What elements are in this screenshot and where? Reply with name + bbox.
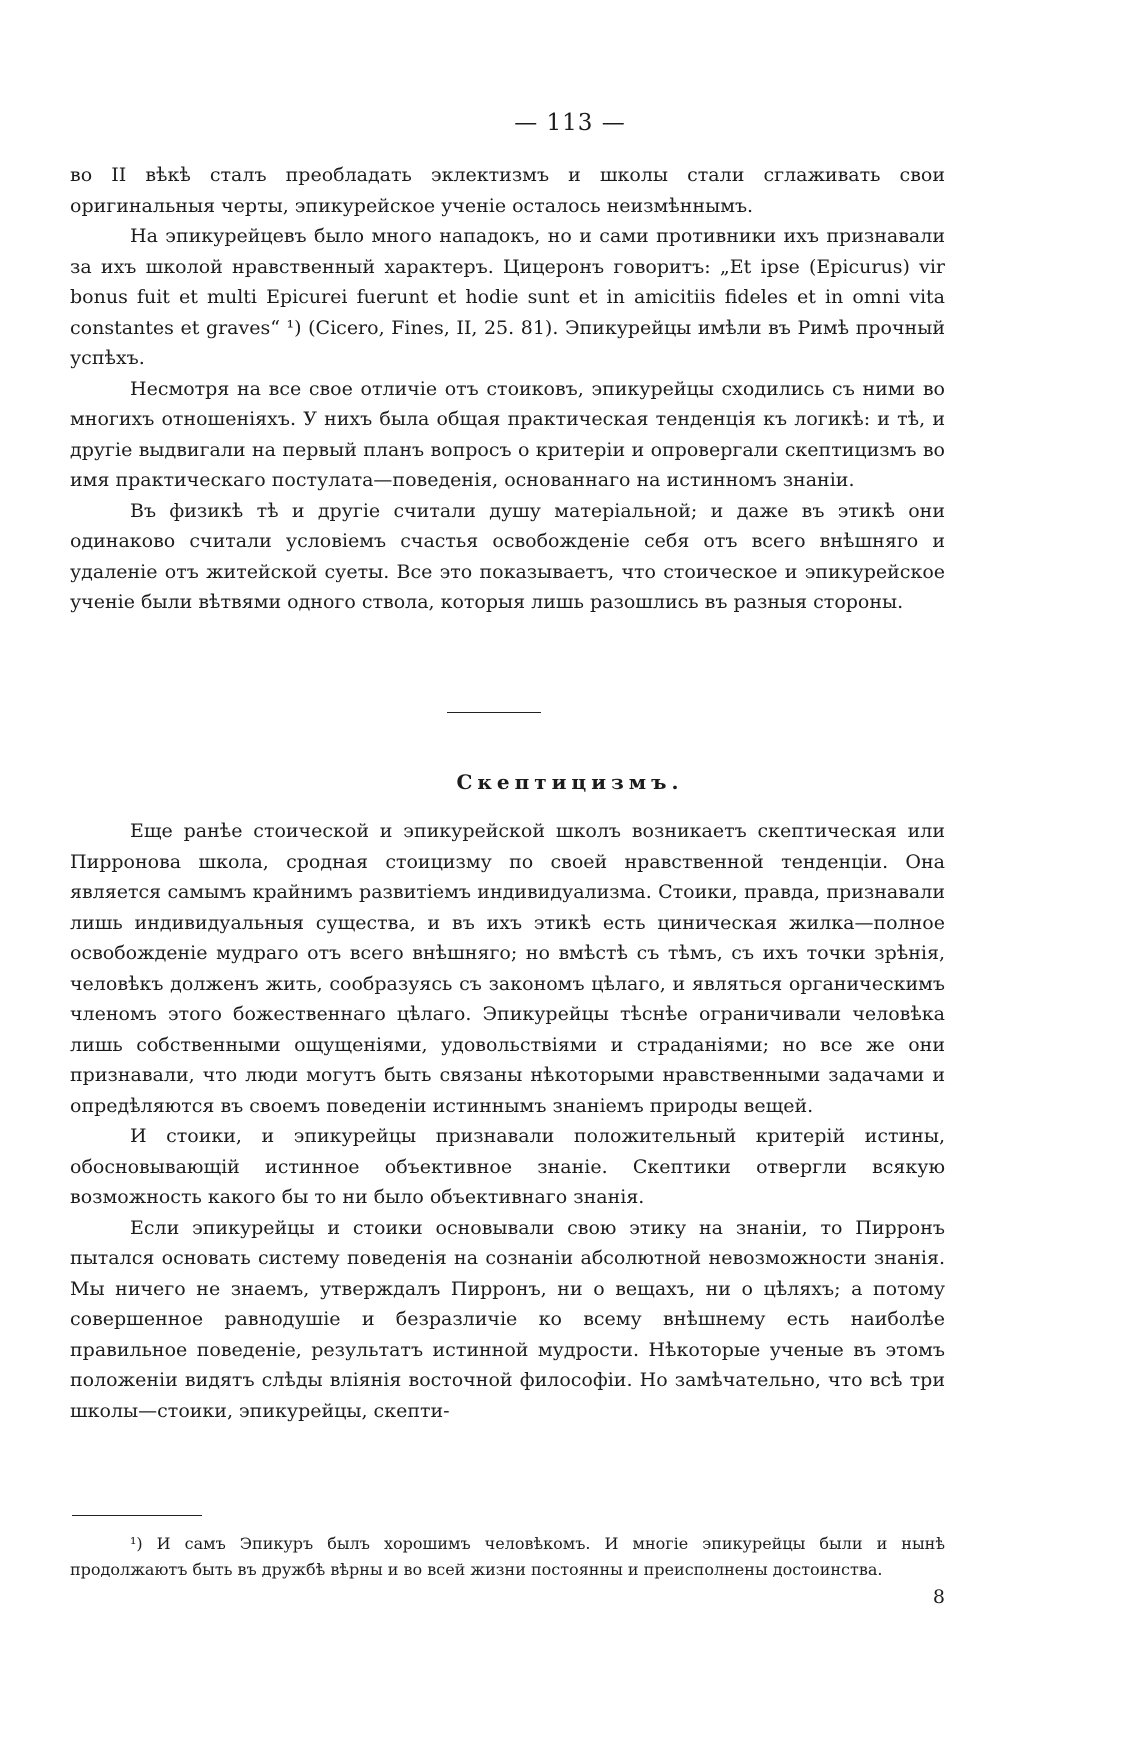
paragraph: Если эпикурейцы и стоики основывали свою этику на знаніи, то Пирронъ пытался основать систему поведенія на сознаніи абсолютной невозможности знанія. Мы ничего не знаемъ, утверждалъ Пирронъ, ни о вещахъ, ни о цѣляхъ; а потому совершенное равнодушіе и безразличіе ко всему внѣшнему есть наиболѣе правильное поведеніе, результатъ истинной мудрости. Нѣкоторые ученые въ этомъ положеніи видятъ слѣды вліянія восточной философіи. Но замѣчательно, что всѣ три школы—стоики, эпикурейцы, скепти- [70, 1216, 945, 1422]
page-number: — 113 — [514, 110, 626, 136]
paragraph: На эпикурейцевъ было много нападокъ, но и сами противники ихъ признавали за ихъ школой нравственный характеръ. Цицеронъ говоритъ: „Et ipse (Epicurus) vir bonus fuit et multi Epicurei fuerunt et hodie sunt et in amicitiis fideles et in omni vita constantes et graves“ ¹) (Cicero, Fines, II, 25. 81). Эпикурейцы имѣли въ Римѣ прочный успѣхъ. [70, 225, 945, 369]
section-divider [447, 712, 541, 713]
footnote-rule [72, 1515, 202, 1516]
paragraph: во II вѣкѣ сталъ преобладать эклектизмъ и школы стали сглаживать свои оригинальныя черты, эпикурейское ученіе осталось неизмѣннымъ. [70, 164, 945, 217]
paragraph: Несмотря на все свое отличіе отъ стоиковъ, эпикурейцы сходились съ ними во многихъ отношеніяхъ. У нихъ была общая практическая тенденція къ логикѣ: и тѣ, и другіе выдвигали на первый планъ вопросъ о критеріи и опровергали скептицизмъ во имя практическаго постулата—поведенія, основаннаго на истинномъ знаніи. [70, 377, 945, 491]
footnote: ¹) И самъ Эпикуръ былъ хорошимъ человѣкомъ. И многіе эпикурейцы были и нынѣ продолжаютъ быть въ дружбѣ вѣрны и во всей жизни постоянны и преисполнены достоинства. [70, 1534, 945, 1579]
paragraph: Еще ранѣе стоической и эпикурейской школъ возникаетъ скептическая или Пирронова школа, сродная стоицизму по своей нравственной тенденціи. Она является самымъ крайнимъ развитіемъ индивидуализма. Стоики, правда, признавали лишь индивидуальныя существа, и въ ихъ этикѣ есть циническая жилка—полное освобожденіе мудраго отъ всего внѣшняго; но вмѣстѣ съ тѣмъ, съ ихъ точки зрѣнія, человѣкъ долженъ жить, сообразуясь съ закономъ цѣлаго, и являться органическимъ членомъ этого божественнаго цѣлаго. Эпикурейцы тѣснѣе ограничивали человѣка лишь собственными ощущеніями, удовольствіями и страданіями; но все же они признавали, что люди могутъ быть связаны нѣкоторыми нравственными задачами и опредѣляются въ своемъ поведеніи истиннымъ знаніемъ природы вещей. [70, 820, 945, 1117]
paragraph: Въ физикѣ тѣ и другіе считали душу матеріальной; и даже въ этикѣ они одинаково считали условіемъ счастья освобожденіе себя отъ всего внѣшняго и удаленіе отъ житейской суеты. Все это показываетъ, что стоическое и эпикурейское ученіе были вѣтвями одного ствола, которыя лишь разошлись въ разныя стороны. [70, 499, 945, 613]
signature-mark: 8 [932, 1586, 945, 1608]
paragraph: И стоики, и эпикурейцы признавали положительный критерій истины, обосновывающій истинное объективное знаніе. Скептики отвергли всякую возможность какого бы то ни было объективнаго знанія. [70, 1125, 945, 1208]
top-text-block [70, 160, 945, 618]
section-text-block [70, 816, 945, 1426]
section-heading: Скептицизмъ. [456, 770, 684, 794]
